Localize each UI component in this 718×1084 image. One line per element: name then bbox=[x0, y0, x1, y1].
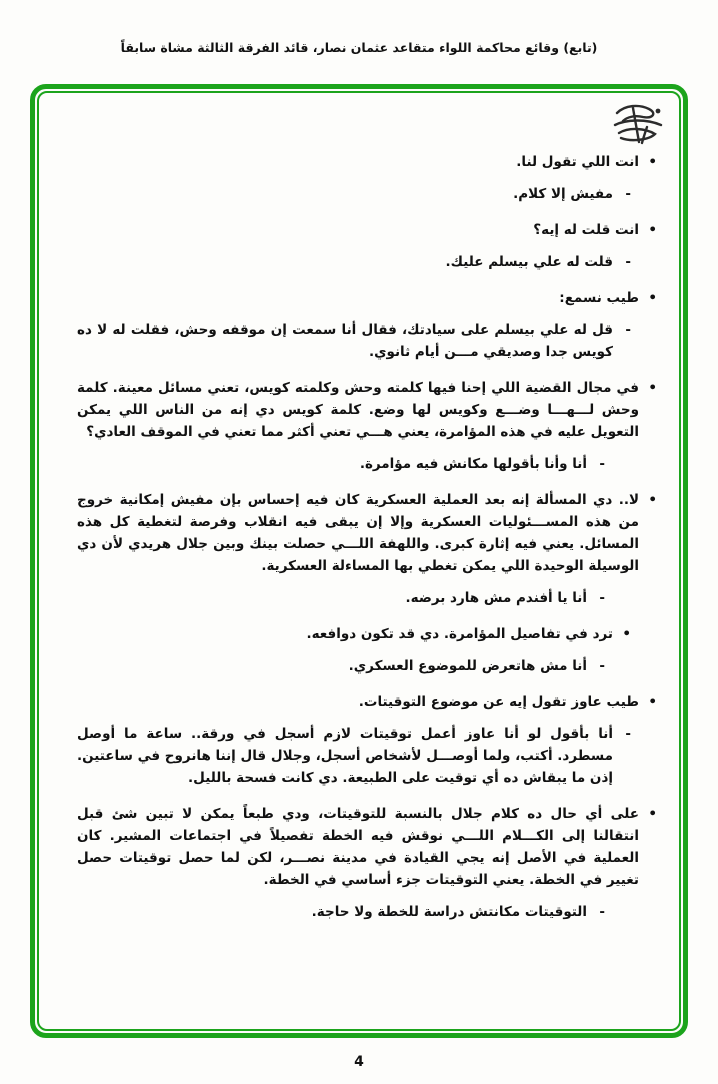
bullet-marker: • bbox=[648, 380, 657, 396]
dialogue-list bbox=[39, 93, 679, 1029]
bullet-marker: • bbox=[648, 290, 657, 306]
dash-marker: - bbox=[625, 322, 631, 338]
dialogue-item bbox=[77, 655, 657, 677]
dialogue-item bbox=[77, 901, 657, 923]
bullet-marker: • bbox=[648, 154, 657, 170]
bullet-marker: • bbox=[648, 806, 657, 822]
dash-marker: - bbox=[625, 726, 631, 742]
dialogue-item bbox=[77, 691, 657, 713]
dialogue-item bbox=[77, 219, 657, 241]
dialogue-item bbox=[77, 453, 657, 475]
dialogue-text: مفيش إلا كلام. bbox=[513, 186, 613, 202]
page-header-title: (تابع) وقائع محاكمة اللواء متقاعد عثمان نصار، قائد الفرقة الثالثة مشاة سابقاً bbox=[120, 40, 598, 55]
dialogue-item bbox=[77, 489, 657, 577]
dialogue-text: لا.. دي المسألة إنه بعد العملية العسكرية كان فيه إحساس بإن مفيش إمكانية خروج من هذه المســـئوليات العسكرية وإلا إن يبقى فيه انقلاب وفرصة لتغطية كل هذه المسائل. يعني فيه إثارة كبرى. واللهفة اللـــي حصلت بينك وبين جلال هريدي لأن دي الوسيلة الوحيدة اللي يمكن تغطي بها المساءلة العسكرية. bbox=[77, 492, 639, 574]
dialogue-text: في مجال القضية اللي إحنا فيها كلمته وحش وكلمته كويس، تعني مسائل معينة. كلمة وحش لـــهـــا وضـــع وكويس لها وضع. كلمة كويس دي إنه من الناس اللي يمكن التعويل عليه في هذه المؤامرة، يعني هـــي تعني أكثر مما تعني في الموقف العادي؟ bbox=[77, 380, 639, 440]
dash-marker: - bbox=[599, 658, 605, 674]
dialogue-item bbox=[77, 319, 657, 363]
dialogue-text: أنا مش هاتعرض للموضوع العسكري. bbox=[348, 658, 587, 674]
page-number: 4 bbox=[354, 1054, 364, 1070]
dialogue-text: قل له علي بيسلم على سيادتك، فقال أنا سمعت إن موقفه وحش، فقلت له لا ده كويس جدا وصديقي مـــن أيام ثانوي. bbox=[77, 322, 613, 360]
dialogue-text: على أي حال ده كلام جلال بالنسبة للتوقيتات، ودي طبعاً يمكن لا تبين شئ قبل انتقالنا إلى الكـــلام اللـــي نوقش فيه الخطة تفصيلاً في اجتماعات المشير. كان العملية في الأصل إنه يجي القيادة في مدينة نصـــر، لكن لما حصل توقيتات حصل تغيير في الخطة. يعني التوقيتات جزء أساسي في الخطة. bbox=[77, 806, 639, 888]
dialogue-text: ترد في تفاصيل المؤامرة. دي قد تكون دوافعه. bbox=[306, 626, 613, 642]
dialogue-text: أنا يا أفندم مش هارد برضه. bbox=[405, 590, 587, 606]
dialogue-text: قلت له علي بيسلم عليك. bbox=[445, 254, 613, 270]
dialogue-item bbox=[77, 151, 657, 173]
dialogue-text: التوقيتات مكانتش دراسة للخطة ولا حاجة. bbox=[311, 904, 587, 920]
dialogue-text: طيب عاوز تقول إيه عن موضوع التوقيتات. bbox=[358, 694, 639, 710]
dialogue-item bbox=[77, 183, 657, 205]
dialogue-item bbox=[77, 287, 657, 309]
dialogue-item bbox=[77, 623, 657, 645]
bullet-marker: • bbox=[648, 694, 657, 710]
dialogue-item bbox=[77, 377, 657, 443]
dialogue-text: انت اللي تقول لنا. bbox=[516, 154, 639, 170]
bullet-marker: • bbox=[648, 222, 657, 238]
dash-marker: - bbox=[625, 186, 631, 202]
dialogue-item bbox=[77, 587, 657, 609]
bullet-marker: • bbox=[622, 626, 631, 642]
dash-marker: - bbox=[599, 904, 605, 920]
dash-marker: - bbox=[599, 590, 605, 606]
bullet-marker: • bbox=[648, 492, 657, 508]
document-frame-inner-border bbox=[37, 91, 681, 1031]
dialogue-item bbox=[77, 803, 657, 891]
dialogue-text: أنا وأنا بأقولها مكانش فيه مؤامرة. bbox=[359, 456, 587, 472]
dialogue-text: طيب نسمع: bbox=[559, 290, 639, 306]
dialogue-text: أنا بأقول لو أنا عاوز أعمل توقيتات لازم أسجل في ورقة.. ساعة ما أوصل مسطرد. أكتب، ولما أوصـــل لأشخاص أسجل، وجلال قال إننا هانروح في ساعتين. إذن ما يبقاش ده أي توقيت على الطبيعة. دي كانت فسحة بالليل. bbox=[77, 726, 613, 786]
dash-marker: - bbox=[599, 456, 605, 472]
dialogue-item bbox=[77, 723, 657, 789]
dialogue-text: انت قلت له إيه؟ bbox=[533, 222, 639, 238]
dialogue-item bbox=[77, 251, 657, 273]
dash-marker: - bbox=[625, 254, 631, 270]
document-frame bbox=[30, 84, 688, 1038]
